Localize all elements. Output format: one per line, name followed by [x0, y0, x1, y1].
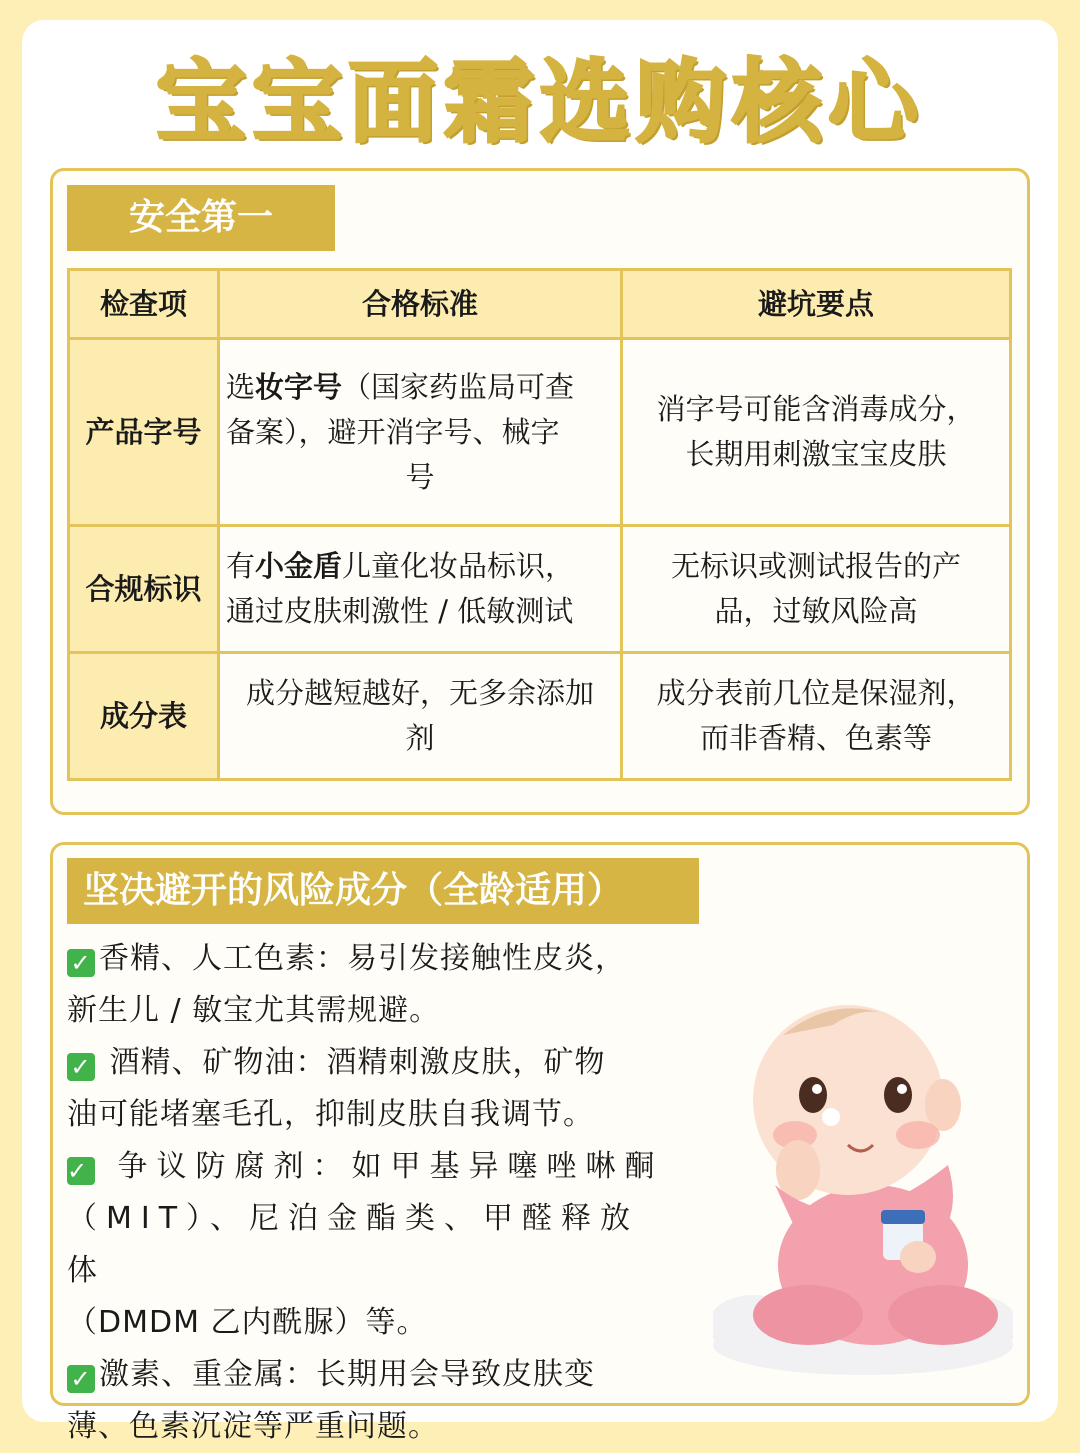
- item-text: 香精、人工色素：易引发接触性皮炎，: [99, 941, 626, 976]
- standard-text: 选: [226, 369, 256, 404]
- table-header-row: [69, 270, 1011, 339]
- risk-list: [67, 933, 667, 1453]
- row-item: 产品字号: [69, 339, 219, 526]
- standard-text: 剂: [405, 721, 435, 755]
- header-check-item: 检查项: [69, 270, 219, 339]
- row-tip: [622, 526, 1011, 653]
- list-item: [67, 1141, 667, 1349]
- tip-text: 无标识或测试报告的产: [670, 549, 961, 583]
- check-icon: ✓: [67, 1053, 95, 1081]
- row-item: 成分表: [69, 653, 219, 780]
- safety-badge: 安全第一: [67, 185, 335, 251]
- standard-highlight: 妆字号: [255, 369, 343, 404]
- item-text: 争议防腐剂：如甲基异噻唑啉酮: [117, 1149, 664, 1184]
- standard-text: 号: [405, 459, 435, 494]
- row-tip: [622, 653, 1011, 780]
- baby-illustration: [713, 995, 1013, 1375]
- row-item: 合规标识: [69, 526, 219, 653]
- standard-text: （国家药监局可查: [342, 369, 575, 404]
- standard-text: 通过皮肤刺激性 / 低敏测试: [226, 594, 574, 628]
- tip-text: 长期用刺激宝宝皮肤: [685, 437, 947, 471]
- item-text: 酒精、矿物油：酒精刺激皮肤，矿物: [109, 1045, 606, 1080]
- check-icon: ✓: [67, 1157, 97, 1185]
- table-row: [69, 339, 1011, 526]
- page-title: 宝宝面霜选购核心: [156, 50, 924, 155]
- risk-card: [50, 842, 1030, 1444]
- check-icon: ✓: [67, 949, 95, 977]
- table-row: [69, 526, 1011, 653]
- standard-text: 备案），避开消字号、械字: [226, 414, 560, 449]
- item-text: 油可能堵塞毛孔，抑制皮肤自我调节。: [67, 1097, 594, 1132]
- standard-text: 成分越短越好，无多余添加: [245, 676, 594, 710]
- tip-text: 品，过敏风险高: [714, 594, 918, 628]
- list-item: [67, 1349, 667, 1453]
- tip-text: 而非香精、色素等: [699, 721, 932, 755]
- item-text: 薄、色素沉淀等严重问题。: [67, 1409, 439, 1444]
- item-text: （DMDM 乙内酰脲）等。: [67, 1305, 428, 1340]
- risk-badge: 坚决避开的风险成分（全龄适用）: [67, 858, 699, 924]
- page: [22, 20, 1058, 1444]
- row-standard: [219, 339, 622, 526]
- row-tip: [622, 339, 1011, 526]
- row-standard: [219, 653, 622, 780]
- safety-table: [67, 268, 1012, 781]
- check-icon: ✓: [67, 1365, 95, 1393]
- list-item: [67, 933, 667, 1037]
- standard-text: 儿童化妆品标识，: [342, 549, 575, 583]
- tip-text: 消字号可能含消毒成分，: [656, 392, 976, 426]
- header-tips: 避坑要点: [622, 270, 1011, 339]
- table-row: [69, 653, 1011, 780]
- item-text: 激素、重金属：长期用会导致皮肤变: [99, 1357, 595, 1392]
- standard-text: 有: [226, 549, 256, 583]
- item-text: （MIT）、尼泊金酯类、甲醛释放体: [67, 1201, 640, 1288]
- row-standard: [219, 526, 622, 653]
- list-item: [67, 1037, 667, 1141]
- header-standard: 合格标准: [219, 270, 622, 339]
- item-text: 新生儿 / 敏宝尤其需规避。: [67, 993, 441, 1028]
- tip-text: 成分表前几位是保湿剂，: [656, 676, 976, 710]
- safety-card: [50, 168, 1030, 815]
- standard-highlight: 小金盾: [255, 549, 343, 583]
